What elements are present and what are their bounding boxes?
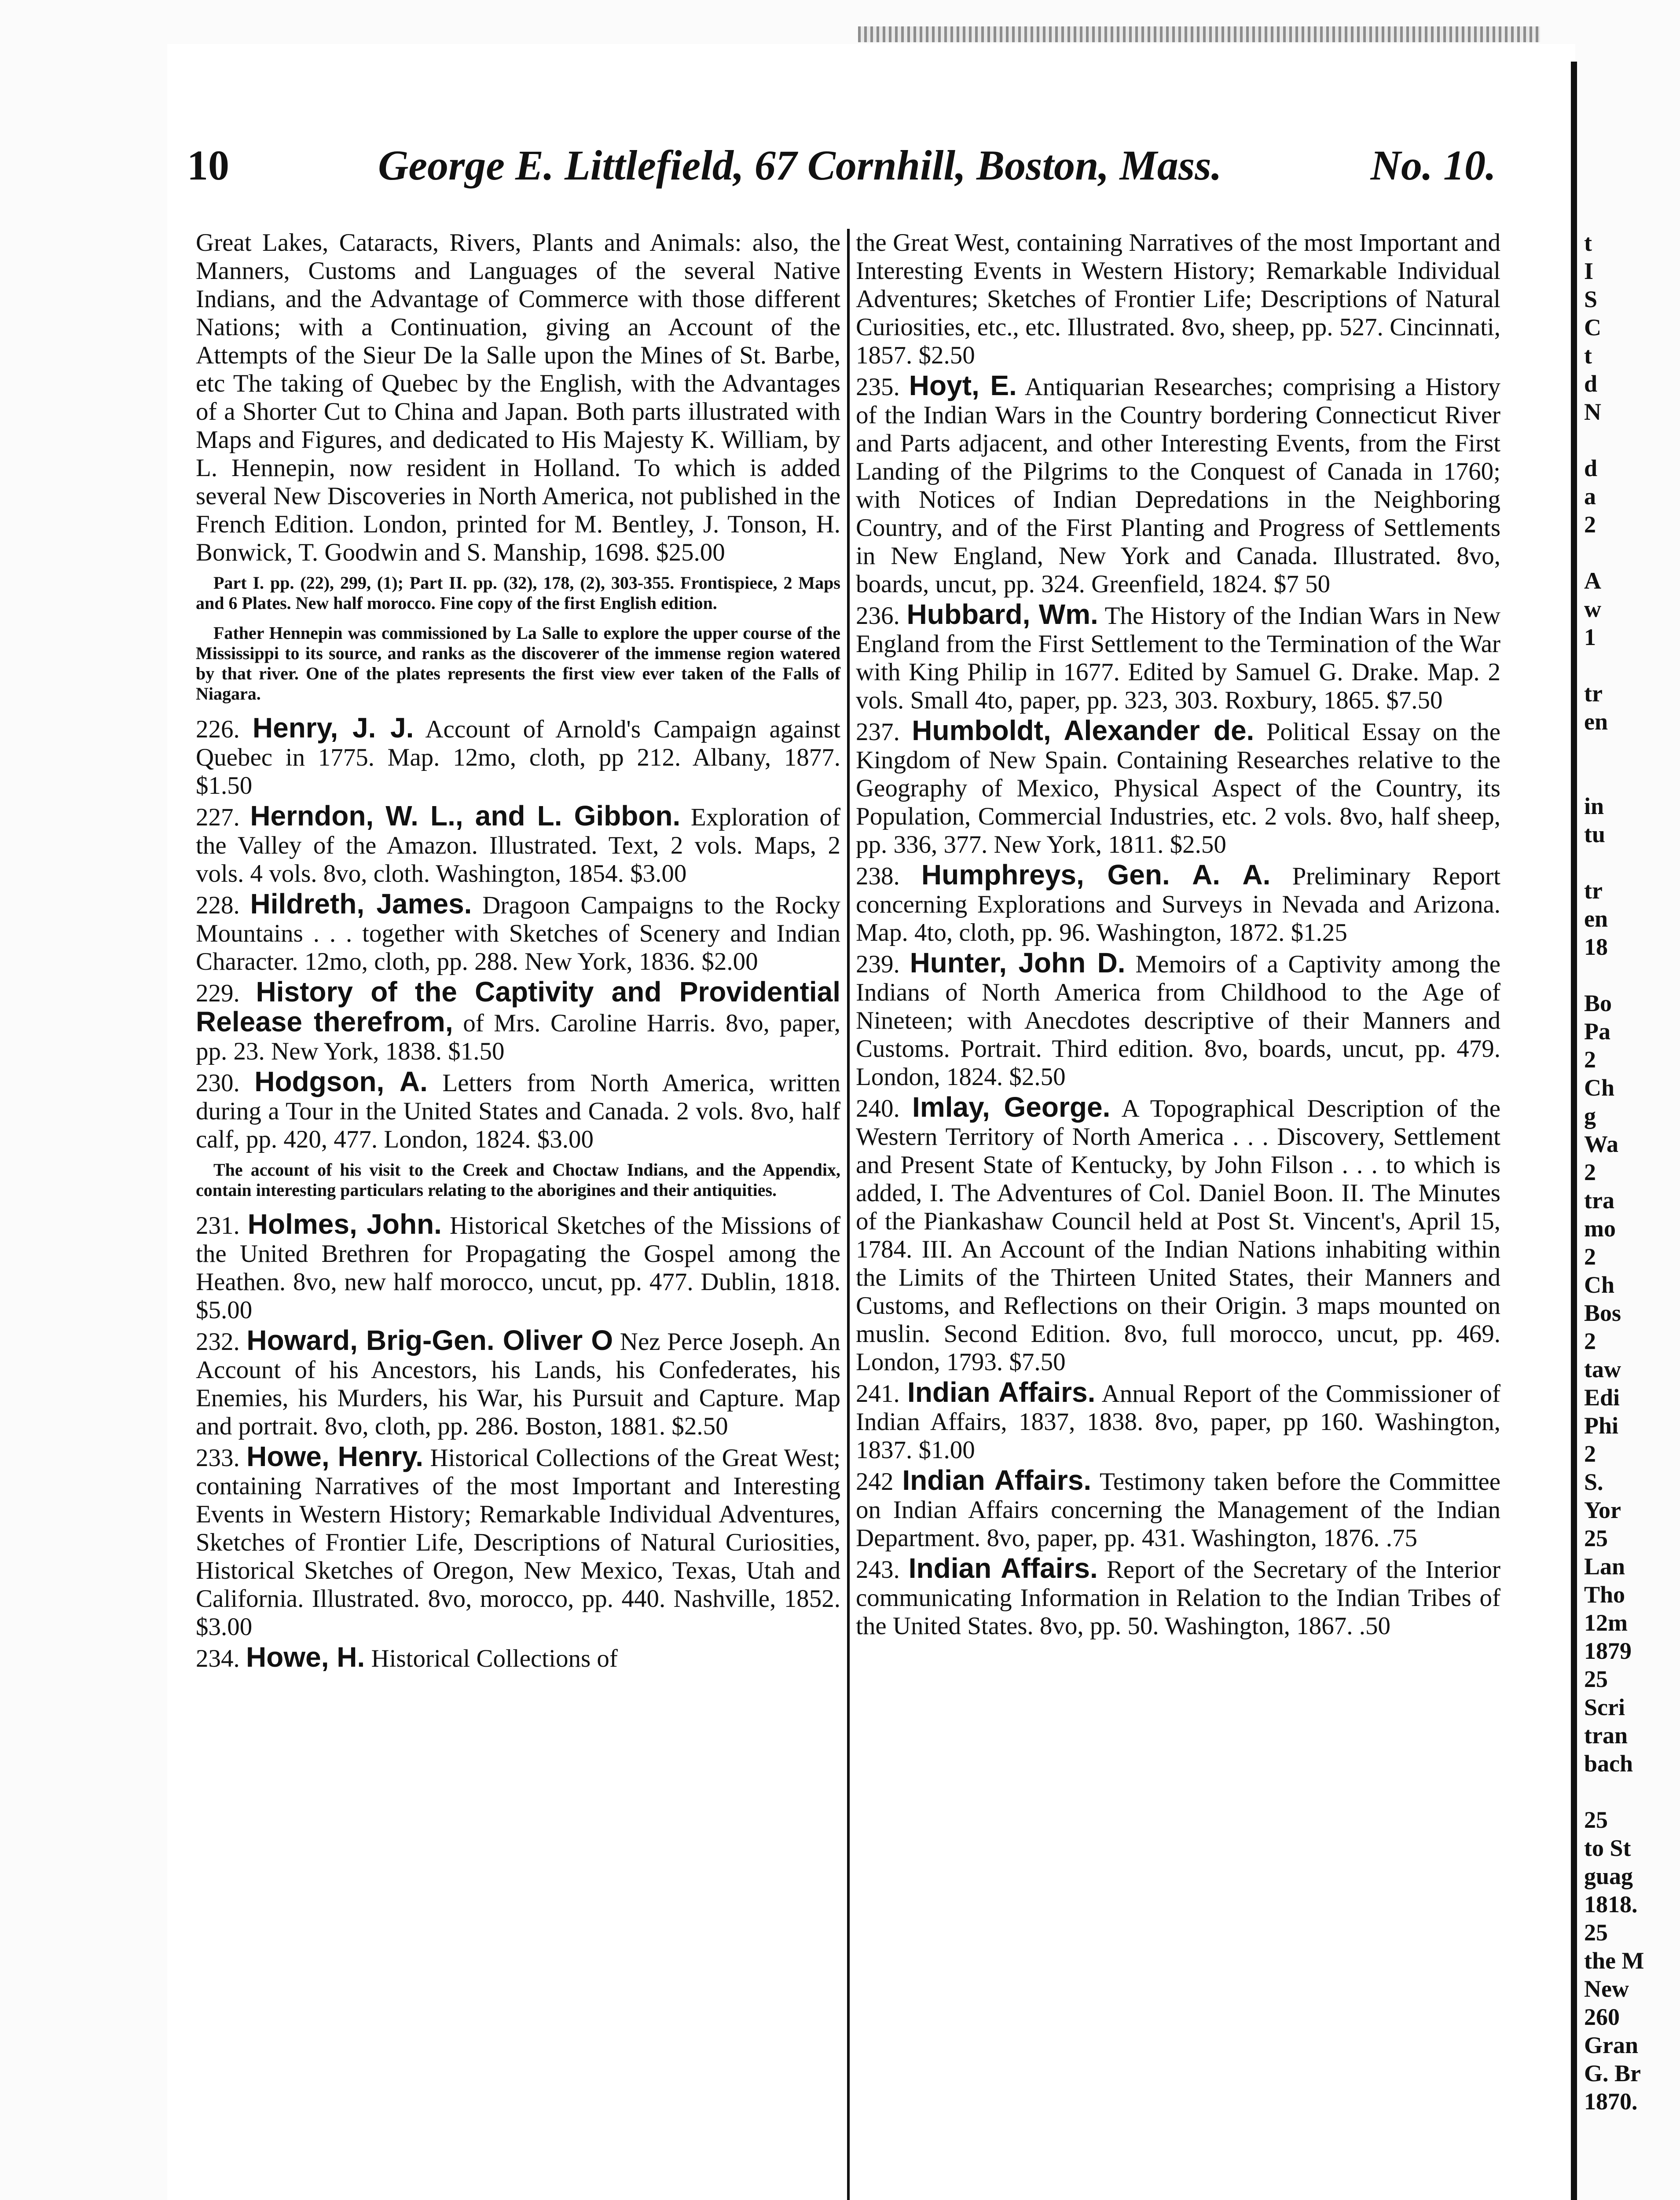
catalog-number: No. 10. [1370,142,1496,189]
adjacent-page-text [1584,961,1680,989]
entry-price: $1.50 [448,1038,505,1065]
entry-description: of Mrs. Caroline Harris. 8vo, paper, pp. 23. New York, 1838. [196,1009,840,1065]
entry-author-heading: Humboldt, Alexander de. [912,715,1254,746]
entry-number: 234. [196,1645,240,1672]
adjacent-page-text: Wa [1584,1131,1619,1157]
page-edge-rule [1571,62,1577,2200]
entry-author-heading: Howard, Brig-Gen. Oliver O [246,1324,613,1356]
adjacent-page-text: S. [1584,1469,1603,1495]
catalog-entry [196,1326,840,1441]
adjacent-page-text: S [1584,286,1598,312]
adjacent-page-text: 2 [1584,1328,1596,1354]
entry-author-heading: Howe, H. [246,1641,365,1673]
adjacent-page-text: 2 [1584,1243,1596,1270]
entry-number: 227. [196,803,240,831]
entry-description: Memoirs of a Captivity among the Indians of North America from Childhood to the Age of Nineteen; with Anecdotes descriptive of their Manners and Customs. Portrait. Third edition. 8vo, boards, uncut, pp. 479. London, 1824. [856,950,1500,1091]
catalog-entry [856,600,1500,715]
page-header [187,141,1496,202]
entry-price: $5.00 [196,1296,253,1324]
catalog-entry [196,1643,840,1673]
catalog-entry [196,890,840,976]
entry-price: $3.00 [537,1126,594,1153]
entry-number: 230. [196,1069,240,1097]
entry-description: Historical Collections of the Great West; containing Narratives of the most Important and Interesting Events in Western History; Remarkable Individual Adventures, Sketches of Frontier Life, Descriptions of Natural Curiosities, Historical Sketches of Oregon, New Mexico, Texas, Utah and California. Illustrated. 8vo, morocco, pp. 440. Nashville, 1852. [196,1444,841,1613]
adjacent-page-text: 25 [1584,1919,1608,1946]
adjacent-page-text: en [1584,708,1608,735]
adjacent-page-text: Phi [1584,1412,1619,1439]
entry-author-heading: Indian Affairs. [908,1552,1098,1584]
entry-description: Annual Report of the Commissioner of Indian Affairs, 1837, 1838. 8vo, paper, pp 160. Washington, 1837. [856,1380,1500,1464]
entry-price: $7 50 [1273,570,1331,598]
left-entries-2 [196,1210,840,1673]
adjacent-page-text: New [1584,1976,1629,2002]
entry-description: Political Essay on the Kingdom of New Spain. Containing Researches relative to the Geography of Mexico, Physical Aspect of the Country, its Population, Commercial Industries, etc. 2 vols. 8vo, half sheep, pp. 336, 377. New York, 1811. [856,718,1501,858]
adjacent-page-text: en [1584,906,1608,932]
catalog-entry [856,861,1500,947]
adjacent-page-text: tr [1584,877,1603,904]
adjacent-page-text: t [1584,230,1592,256]
descriptive-note: Father Hennepin was commissioned by La Salle to explore the upper course of the Mississippi to its source, and ranks as the discoverer of the immense region watered by that river. One of the plates represents the first view ever taken of the Falls of Niagara. [196,623,840,704]
entry-price: $2.00 [701,948,758,975]
entry-description: Testimony taken before the Committee on Indian Affairs concerning the Management of the Indian Department. 8vo, paper, pp. 431. Washington, 1876. [856,1468,1500,1552]
entry-author-heading: Indian Affairs. [907,1376,1096,1408]
catalog-entry [196,1210,840,1324]
adjacent-page-text: t [1584,342,1592,369]
adjacent-page-fragment [1584,229,1680,2116]
left-entries-1 [196,714,840,1154]
entry-author-heading: Holmes, John. [247,1208,442,1240]
adjacent-page-text: I [1584,258,1594,284]
entry-author-heading: Henry, J. J. [252,712,414,744]
entry-author-heading: Hubbard, Wm. [906,598,1098,630]
entry-description: Letters from North America, written during a Tour in the United States and Canada. 2 vols. 8vo, half calf, pp. 420, 477. London, 1824. [196,1069,841,1153]
entry-number: 236. [856,602,900,630]
entry-author-heading: Humphreys, Gen. A. A. [921,859,1271,891]
entry-description: Historical Collections of [371,1645,618,1672]
entry-price: $2.50 [1009,1063,1066,1091]
entry-author-heading: Indian Affairs. [902,1464,1092,1496]
adjacent-page-text: Ch [1584,1074,1615,1101]
adjacent-page-text: 18 [1584,934,1608,960]
entry-number: 231. [196,1212,240,1239]
entry-description: Historical Sketches of the Missions of the United Brethren for Propagating the Gospel among the Heathen. 8vo, new half morocco, uncut, pp. 477. Dublin, 1818. [196,1212,841,1296]
adjacent-page-text: taw [1584,1356,1621,1382]
entry-price: $2.50 [671,1412,728,1440]
entry-description: A Topographical Description of the Western Territory of North America . . . Discovery, Settlement and Present State of Kentucky, by John Filson . . . to which is added, I. The Adventures of Col. Daniel Boon. II. The Minutes of the Piankashaw Council held at Post St. Vincent's, April 15, 1784. III. An Account of the Indian Nations inhabiting within the Limits of the Thirteen United States, their Manners and Customs, and Reflections on their Origin. 3 maps mounted on muslin. Second Edition. 8vo, full morocco, uncut, pp. 469. London, 1793. [856,1095,1501,1376]
entry-description: Account of Arnold's Campaign against Quebec in 1775. Map. 12mo, cloth, pp 212. Albany, 1877. [196,715,841,771]
adjacent-page-text: a [1584,483,1596,510]
entry-author-heading: Hodgson, A. [254,1066,428,1097]
adjacent-page-text: w [1584,596,1601,622]
entry-price: $7.50 [1386,686,1443,714]
right-column [856,229,1500,1642]
adjacent-page-text: in [1584,793,1604,819]
catalog-entry [856,716,1500,859]
entry-description: Report of the Secretary of the Interior communicating Information in Relation to the Indian Tribes of the United States. 8vo, pp. 50. Washington, 1867. [856,1556,1501,1640]
entry-number: 235. [856,373,900,401]
entry-author-heading: Hildreth, James. [250,888,472,920]
adjacent-page-text: 25 [1584,1525,1608,1551]
continued-entry [856,229,1500,370]
entry-price: $3.00 [630,860,687,887]
entry-price: $7.50 [1009,1348,1066,1376]
entry-number: 229. [196,979,240,1007]
catalog-entry [856,1378,1500,1464]
adjacent-page-text: g [1584,1103,1596,1129]
adjacent-page-text [1584,848,1680,876]
adjacent-page-text: N [1584,399,1601,425]
adjacent-page-text [1584,539,1680,567]
adjacent-page-text: to St [1584,1835,1631,1861]
adjacent-page-text: Bos [1584,1300,1621,1326]
adjacent-page-text: 2 [1584,511,1596,538]
entry-author-heading: Howe, Henry. [246,1441,424,1472]
entry-price: $2.50 [918,341,975,369]
entry-price: $1.00 [918,1436,975,1464]
adjacent-page-text: Lan [1584,1553,1625,1580]
continued-entry [196,229,840,567]
column-divider [847,229,850,2200]
entry-author-heading: Herndon, W. L., and L. Gibbon. [250,800,681,832]
adjacent-page-text [1584,651,1680,679]
entry-number: 226. [196,715,240,743]
entry-author-heading: Hunter, John D. [910,947,1126,979]
entry-author-heading: Imlay, George. [912,1091,1111,1123]
adjacent-page-text: guag [1584,1863,1633,1889]
adjacent-page-text: C [1584,314,1601,341]
adjacent-page-text [1584,736,1680,764]
entry-number: 241. [856,1380,900,1408]
catalog-entry [196,1442,840,1641]
adjacent-page-text: Pa [1584,1018,1610,1045]
entry-price: $2.50 [1170,831,1226,858]
adjacent-page-text: 1879 [1584,1638,1632,1664]
entry-number: 243. [856,1556,900,1584]
adjacent-page-text: tu [1584,821,1606,847]
catalog-entry [196,802,840,888]
entry-number: 237. [856,718,900,746]
adjacent-page-text: 1 [1584,624,1596,650]
adjacent-page-text: mo [1584,1215,1616,1242]
entry-author-heading: Hoyt, E. [909,370,1017,401]
entry-author-heading: History of the Captivity and Providential Release therefrom, [196,976,840,1038]
page-number: 10 [187,142,229,189]
adjacent-page-text: Scri [1584,1694,1625,1720]
entry-description: Dragoon Campaigns to the Rocky Mountains . . . together with Sketches of Scenery and Indian Character. 12mo, cloth, pp. 288. New York, 1836. [196,891,841,975]
continued-entry-text: Great Lakes, Cataracts, Rivers, Plants and Animals: also, the Manners, Customs and Languages of the several Native Indians, and the Advantage of Commerce with those different Nations; with a Continuation, giving an Account of the Attempts of the Sieur De la Salle upon the Mines of St. Barbe, etc The taking of Quebec by the English, with the Advantages of a Shorter Cut to China and Japan. Both parts illustrated with Maps and Figures, and dedicated to His Majesty K. William, by L. Hennepin, now resident in Holland. To which is added several New Discoveries in North America, not published in the French Edition. London, printed for M. Bentley, J. Tonson, H. Bonwick, T. Goodwin and S. Manship, 1698. [196,229,840,566]
collation-note: Part I. pp. (22), 299, (1); Part II. pp. (32), 178, (2), 303-355. Frontispiece, 2 Maps and 6 Plates. New half morocco. Fine copy of the first English edition. [196,573,840,613]
adjacent-page-text: Gran [1584,2032,1639,2058]
catalog-entry [856,371,1500,598]
adjacent-page-text: 25 [1584,1807,1608,1833]
entry-price: .75 [1386,1524,1417,1552]
adjacent-page-text [1584,426,1680,454]
adjacent-page-text: tr [1584,680,1603,707]
adjacent-page-text [1584,1778,1680,1806]
page-running-title: George E. Littlefield, 67 Cornhill, Boston, Mass. [378,142,1222,189]
catalog-entry [856,1554,1500,1640]
adjacent-page-text: 25 [1584,1666,1608,1692]
entry-number: 242 [856,1468,894,1496]
adjacent-page-text: 260 [1584,2004,1620,2030]
entry-description: Exploration of the Valley of the Amazon. Illustrated. Text, 2 vols. Maps, 2 vols. 4 vols. 8vo, cloth. Washington, 1854. [196,803,841,887]
continued-entry-text: the Great West, containing Narratives of the most Important and Interesting Events in Western History; Remarkable Individual Adventures; Sketches of Frontier Life; Descriptions of Natural Curiosities, etc., etc. Illustrated. 8vo, sheep, pp. 527. Cincinnati, 1857. [856,229,1500,369]
adjacent-page-text: Edi [1584,1384,1620,1411]
adjacent-page-text: A [1584,568,1601,594]
adjacent-page-text: bach [1584,1750,1633,1777]
entry-description: Preliminary Report concerning Explorations and Surveys in Nevada and Arizona. Map. 4to, cloth, pp. 96. Washington, 1872. [856,862,1500,946]
right-entries [856,371,1500,1640]
adjacent-page-text: 2 [1584,1046,1596,1073]
entry-price: $1.50 [196,772,253,799]
left-column [196,229,840,1675]
catalog-entry [196,714,840,800]
adjacent-page-text: 2 [1584,1441,1596,1467]
adjacent-page-text: tra [1584,1187,1614,1214]
entry-number: 232. [196,1328,240,1356]
adjacent-page-text: Ch [1584,1272,1615,1298]
adjacent-page-text: 12m [1584,1610,1628,1636]
entry-price: $1.25 [1291,919,1347,946]
adjacent-page-text: the M [1584,1947,1644,1974]
entry-number: 240. [856,1095,900,1122]
adjacent-page-text [1584,764,1680,792]
adjacent-page-text: Tho [1584,1581,1625,1608]
catalog-entry [856,1466,1500,1552]
entry-number: 239. [856,950,900,978]
entry-number: 228. [196,891,240,919]
entry-price: $3.00 [196,1613,253,1641]
entry-price: $25.00 [656,539,725,566]
adjacent-page-text: tran [1584,1722,1628,1749]
adjacent-page-text: d [1584,455,1598,481]
catalog-entry [856,949,1500,1091]
descriptive-note: The account of his visit to the Creek and Choctaw Indians, and the Appendix, contain interesting particulars relating to the aborigines and their antiquities. [196,1160,840,1200]
entry-number: 238. [856,862,900,890]
adjacent-page-text: 1818. [1584,1891,1638,1918]
catalog-entry [196,1067,840,1154]
entry-price: .50 [1359,1612,1391,1640]
adjacent-page-text: Bo [1584,990,1612,1016]
entry-number: 233. [196,1444,240,1472]
adjacent-page-text: 2 [1584,1159,1596,1185]
scan-edge-artifact-top [858,26,1540,42]
adjacent-page-text: G. Br [1584,2060,1641,2086]
entry-description: Antiquarian Researches; comprising a History of the Indian Wars in the Country bordering Connecticut River and Parts adjacent, and other Interesting Events, from the First Landing of the Pilgrims to the Conquest of Canada in 1760; with Notices of Indian Depredations in the Neighboring Country, and of the First Planting and Progress of Settlements in New England, New York and Canada. Illustrated. 8vo, boards, uncut, pp. 324. Greenfield, 1824. [856,373,1501,598]
catalog-entry [856,1093,1500,1376]
adjacent-page-text: 1870. [1584,2088,1638,2115]
adjacent-page-text: d [1584,370,1598,397]
entry-description: Nez Perce Joseph. An Account of his Ancestors, his Lands, his Confederates, his Enemies, his Murders, his War, his Pursuit and Capture. Map and portrait. 8vo, cloth, pp. 286. Boston, 1881. [196,1328,840,1440]
catalog-entry [196,978,840,1066]
adjacent-page-text: Yor [1584,1497,1621,1523]
entry-description: The History of the Indian Wars in New England from the First Settlement to the Termination of the War with King Philip in 1677. Edited by Samuel G. Drake. Map. 2 vols. Small 4to, paper, pp. 323, 303. Roxbury, 1865. [856,602,1500,714]
